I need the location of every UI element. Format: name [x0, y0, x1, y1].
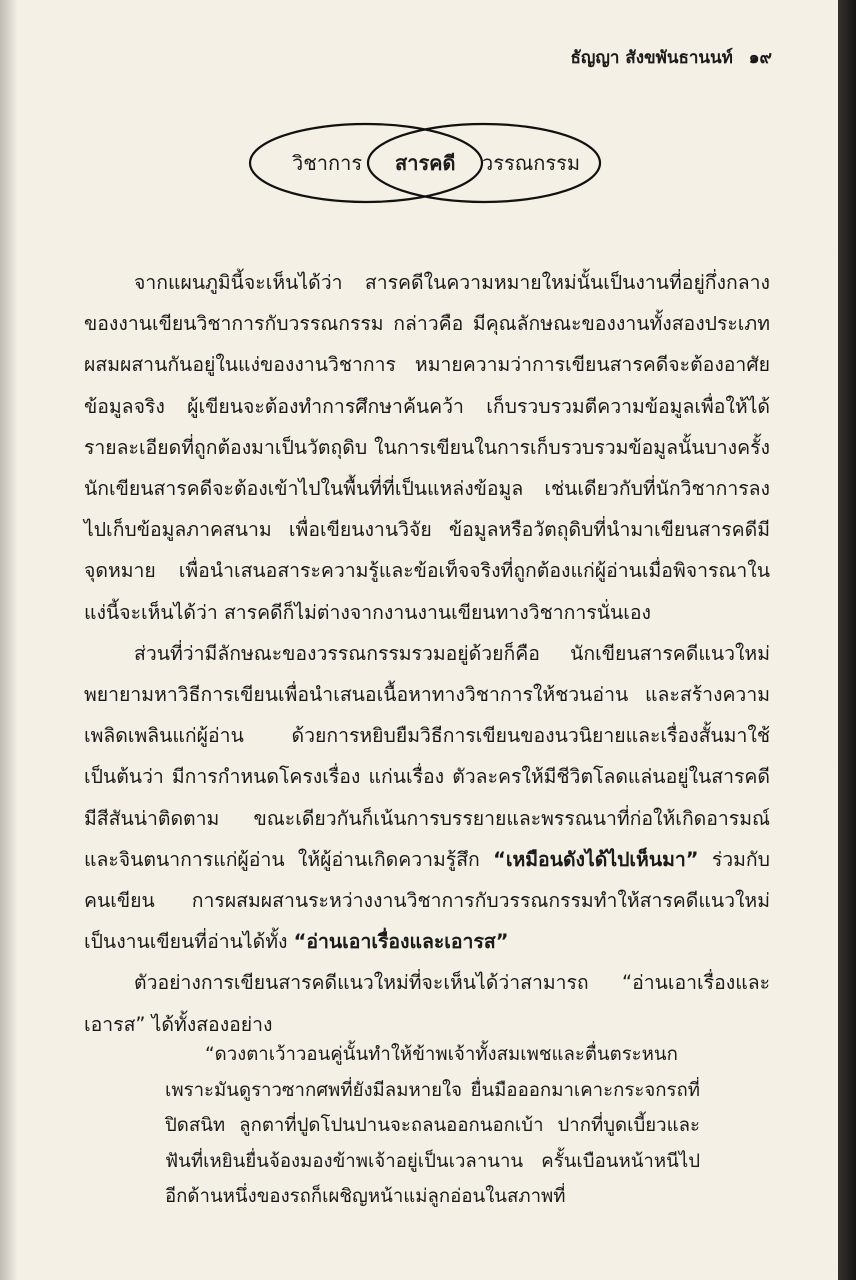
venn-diagram — [248, 122, 602, 204]
author-name: ธัญญา สังขพันธานนท์ — [570, 48, 733, 68]
paragraph-3: ตัวอย่างการเขียนสารคดีแนวใหม่ที่จะเห็นได้ว่าสามารถ “อ่านเอาเรื่องและเอารส” ได้ทั้งสองอย่าง — [84, 971, 770, 1036]
paragraph-2-part-b: ร่วมกับคนเขียน การผสมผสานระหว่างงานวิชาการกับวรรณกรรมทำให้สารคดีแนวใหม่เป็นงานเขียนที่อ่านได้ทั้ง — [84, 847, 770, 954]
label-academic: วิชาการ — [292, 151, 363, 175]
page-edge — [838, 0, 856, 1280]
block-quote — [165, 1037, 700, 1215]
paragraph-2 — [84, 633, 770, 963]
label-literature: วรรณกรรม — [482, 151, 581, 175]
emphasis-story-and-taste: “อ่านเอาเรื่องและเอารส” — [293, 930, 509, 954]
paragraph-1: จากแผนภูมินี้จะเห็นได้ว่า สารคดีในความหมายใหม่นั้นเป็นงานที่อยู่กึ่งกลางของงานเขียนวิชาการกับวรรณกรรม กล่าวคือ มีคุณลักษณะของงานทั้งสองประเภทผสมผสานกันอยู่ในแง่ของงานวิชาการ หมายความว่าการเขียนสารคดีจะต้องอาศัยข้อมูลจริง ผู้เขียนจะต้องทำการศึกษาค้นคว้า เก็บรวบรวมตีความข้อมูลเพื่อให้ได้รายละเอียดที่ถูกต้องมาเป็นวัตถุดิบ ในการเขียนในการเก็บรวบรวมข้อมูลนั้นบางครั้งนักเขียนสารคดีจะต้องเข้าไปในพื้นที่ที่เป็นแหล่งข้อมูล เช่นเดียวกับที่นักวิชาการลงไปเก็บข้อมูลภาคสนาม เพื่อเขียนงานวิจัย ข้อมูลหรือวัตถุดิบที่นำมาเขียนสารคดีมีจุดหมาย เพื่อนำเสนอสาระความรู้และข้อเท็จจริงที่ถูกต้องแก่ผู้อ่านเมื่อพิจารณาในแง่นี้จะเห็นได้ว่า สารคดีก็ไม่ต่างจากงานงานเขียนทางวิชาการนั่นเอง — [84, 271, 770, 624]
emphasis-seen-it: “เหมือนดังได้ไปเห็นมา” — [493, 847, 699, 871]
label-feature: สารคดี — [395, 151, 456, 175]
gutter-shadow — [0, 0, 18, 1280]
quote-text: “ดวงตาเว้าวอนคู่นั้นทำให้ข้าพเจ้าทั้งสมเพชและตื่นตระหนกเพราะมันดูราวซากศพที่ยังมีลมหายใจ ยื่นมือออกมาเคาะกระจกรถที่ปิดสนิท ลูกตาที่ปูดโปนปานจะถลนออกนอกเบ้า ปากที่บูดเบี้ยวและฟันที่เหยินยื่นจ้องมองข้าพเจ้าอยู่เป็นเวลานาน ครั้นเบือนหน้าหนีไปอีกด้านหนึ่งของรถก็เผชิญหน้าแม่ลูกอ่อนในสภาพที่ — [165, 1044, 700, 1207]
body-text — [84, 262, 770, 1045]
page-number: ๑๙ — [748, 48, 772, 68]
paragraph-2-part-a: ส่วนที่ว่ามีลักษณะของวรรณกรรมรวมอยู่ด้วยก็คือ นักเขียนสารคดีแนวใหม่ พยายามหาวิธีการเขียนเพื่อนำเสนอเนื้อหาทางวิชาการให้ชวนอ่าน และสร้างความเพลิดเพลินแก่ผู้อ่าน ด้วยการหยิบยืมวิธีการเขียนของนวนิยายและเรื่องสั้นมาใช้ เป็นต้นว่า มีการกำหนดโครงเรื่อง แก่นเรื่อง ตัวละครให้มีชีวิตโลดแล่นอยู่ในสารคดี มีสีสันน่าติดตาม ขณะเดียวกันก็เน้นการบรรยายและพรรณนาที่ก่อให้เกิดอารมณ์และจินตนาการแก่ผู้อ่าน ให้ผู้อ่านเกิดความรู้สึก — [84, 641, 770, 871]
running-head — [0, 44, 772, 71]
